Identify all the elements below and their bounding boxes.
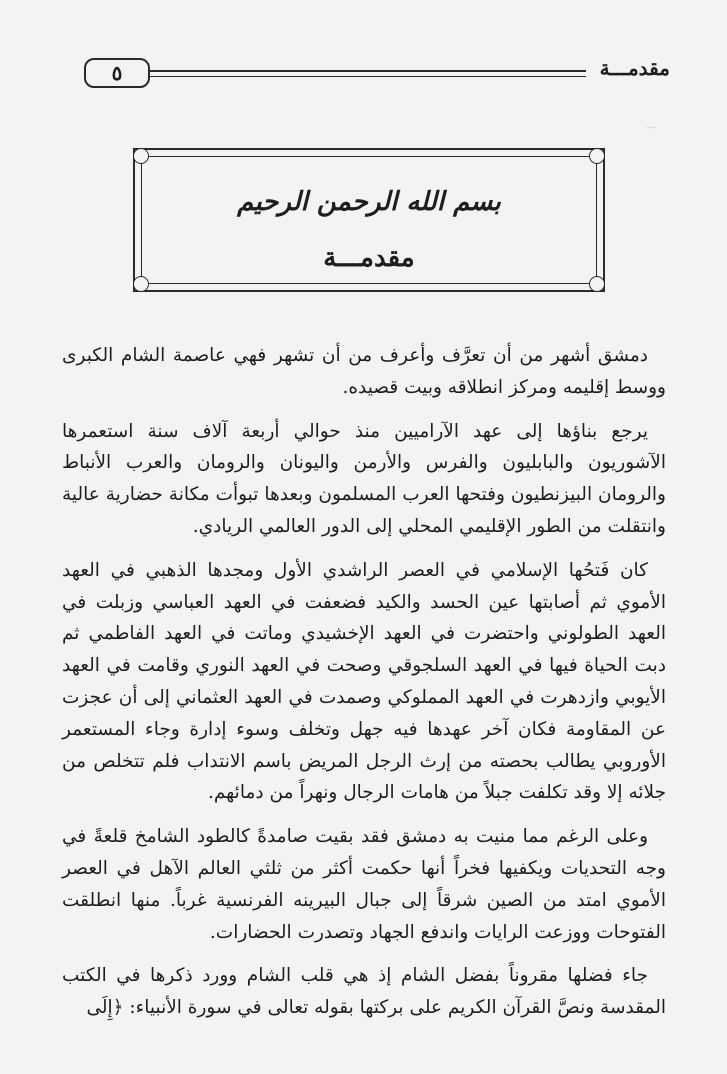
running-title: مقدمـــة [599, 56, 670, 80]
header-rule [150, 70, 586, 72]
frame-corner-ornament [589, 276, 605, 292]
frame-corner-ornament [133, 148, 149, 164]
chapter-heading: مقدمـــة [323, 243, 415, 273]
header-rule-thin [150, 76, 586, 77]
body-text [62, 340, 666, 1036]
paragraph: يرجع بناؤها إلى عهد الآراميين منذ حوالي أربعة آلاف سنة استعمرها الآشوريون والبابليون والفرس والأرمن واليونان والرومان والعرب الأنباط والرومان البيزنطيون وفتحها العرب المسلمون وبعدها تبوأت مكانة حضارية عالية وانتقلت من الطور الإقليمي المحلي إلى الدور العالمي الريادي. [62, 420, 666, 537]
frame-corner-ornament [589, 148, 605, 164]
paragraph: دمشق أشهر من أن تعرَّف وأعرف من أن تشهر فهي عاصمة الشام الكبرى ووسط إقليمه ومركز انطلاقه وبيت قصيده. [62, 345, 666, 398]
basmala-calligraphy: بسم الله الرحمن الرحيم [237, 187, 501, 217]
paragraph: وعلى الرغم مما منيت به دمشق فقد بقيت صامدةً كالطود الشامخ قلعةً في وجه التحديات ويكفيها فخراً أنها حكمت أكثر من ثلثي العالم الآهل في العصر الأموي امتد من الصين شرقاً إلى جبال البيرينه الفرنسية غرباً. منها انطلقت الفتوحات ووزعت الرايات واندفع الجهاد وتصدرت الحضارات. [62, 826, 666, 943]
title-frame [133, 148, 605, 292]
bleed-through-text: ~ [645, 120, 657, 136]
frame-corner-ornament [133, 276, 149, 292]
page-header [84, 56, 670, 90]
page-number: ٥ [84, 58, 150, 88]
paragraph: كان فَتحُها الإسلامي في العصر الراشدي الأول ومجدها الذهبي في العهد الأموي ثم أصابتها عين الحسد والكيد فضعفت في العهد العباسي وزبلت في العهد الطولوني واحتضرت في العهد الإخشيدي وماتت في العهد الفاطمي ثم دبت الحياة فيها في العهد السلجوقي وصحت في العهد النوري وقامت في العهد الأيوبي وازدهرت في العهد المملوكي وصمدت في العهد العثماني إلى أن عجزت عن المقاومة فكان آخر عهدها فيه جهل وتخلف وسوء إدارة وجاء المستعمر الأوروبي يطالب بحصته من إرث الرجل المريض باسم الانتداب فلم تتخلص من جلائه إلا وقد تكلفت جبلاً من هامات الرجال ونهراً من دمائهم. [62, 559, 666, 804]
paragraph: جاء فضلها مقروناً بفضل الشام إذ هي قلب الشام وورد ذكرها في الكتب المقدسة ونصَّ القرآن الكريم على بركتها بقوله تعالى في سورة الأنبياء: ﴿إِلَى [62, 965, 666, 1019]
title-frame-inner [141, 156, 597, 284]
